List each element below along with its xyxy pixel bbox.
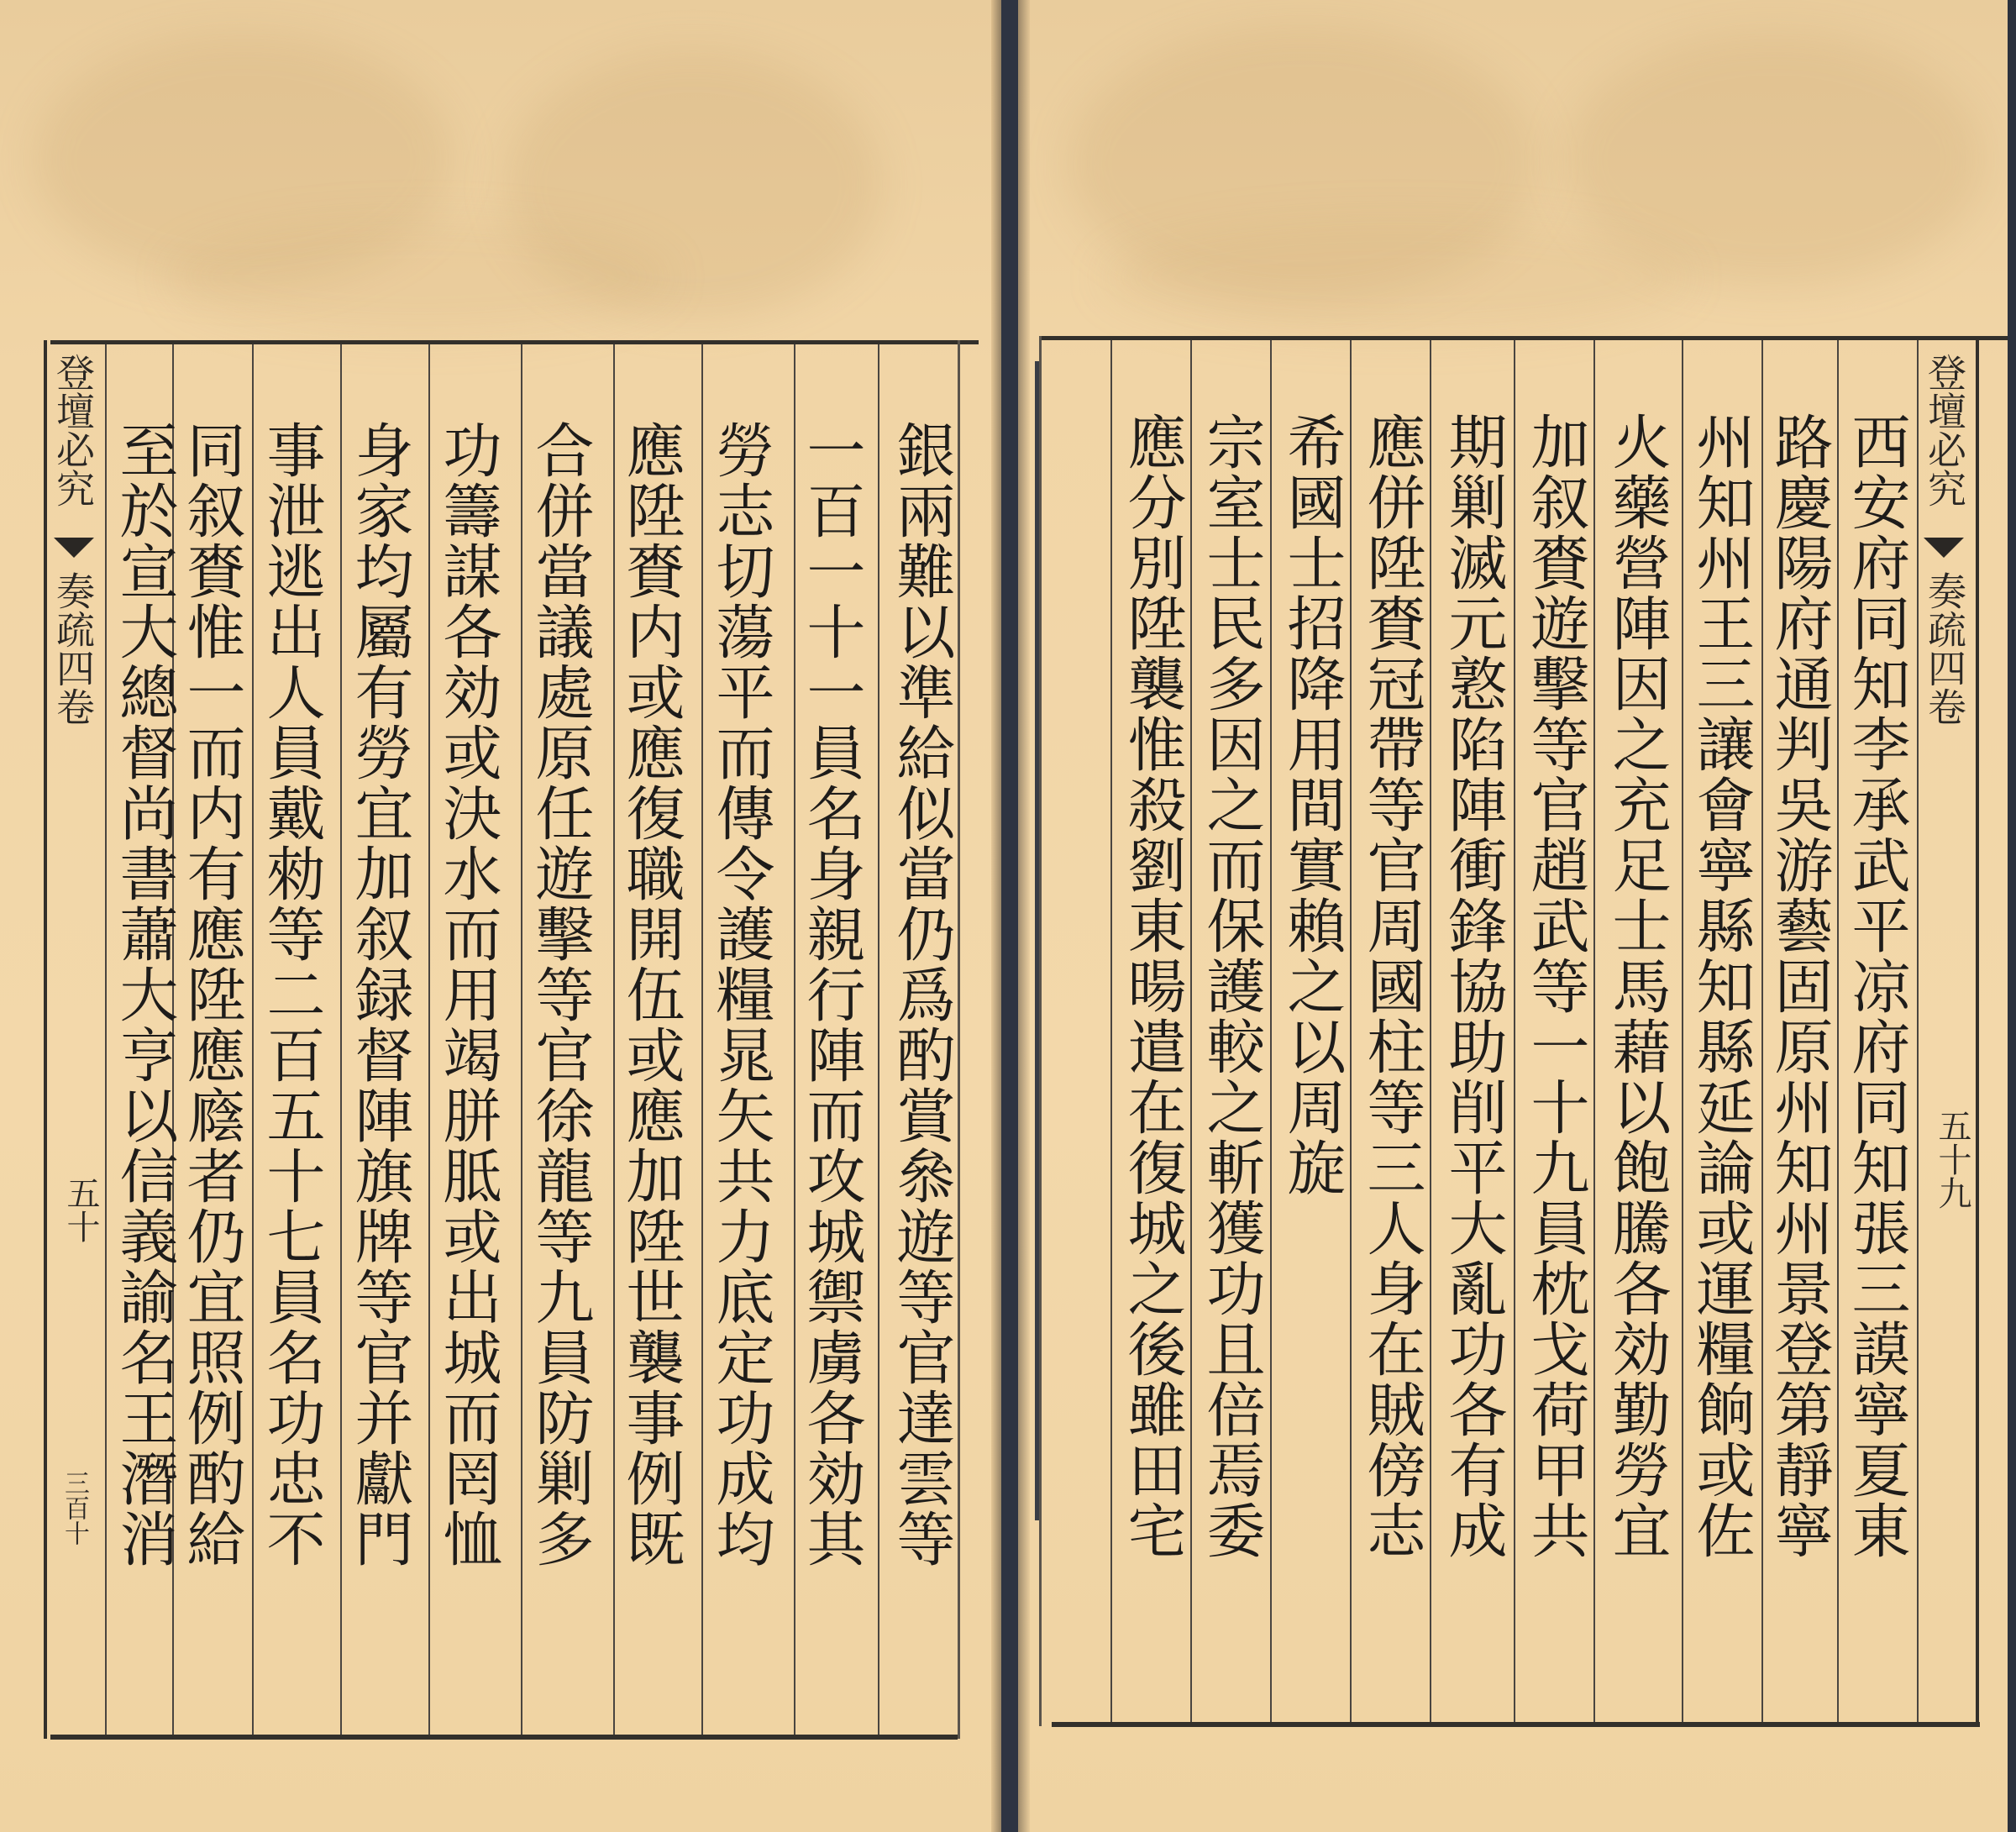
left-column-6: 功籌謀各効或決水而用竭胼胝或出城而罔恤 xyxy=(433,420,502,1569)
left-gutter-shadow xyxy=(991,0,1001,1832)
right-outer-border xyxy=(1976,336,1979,1726)
fish-tail-mark xyxy=(1924,538,1964,558)
left-column-7: 身家均屬有勞宜加叙録督陣旗牌等官并獻門 xyxy=(345,420,414,1569)
right-column-7: 應併陞賚冠帶等官周國柱等三人身在賊傍志 xyxy=(1357,412,1426,1561)
left-column-2: 一百一十一員名身親行陣而攻城禦虜各効其 xyxy=(797,420,866,1569)
right-column-2: 路慶陽府通判吳游藝固原州知州景登第靜寧 xyxy=(1765,412,1834,1561)
left-bottom-border xyxy=(50,1735,958,1740)
right-column-10: 應分別陞襲惟殺劉東暘遣在復城之後雖田宅 xyxy=(1118,412,1187,1561)
background-edge xyxy=(2008,0,2016,1832)
right-folio: 五十九 xyxy=(1933,1109,1971,1210)
right-column-9: 宗室士民多因之而保護較之斬獲功且倍焉委 xyxy=(1197,412,1266,1561)
right-column-8: 希國士招降用間實賴之以周旋 xyxy=(1278,412,1347,1198)
left-top-border xyxy=(50,340,979,344)
left-column-9: 同叙賚惟一而内有應陞應廕者仍宜照例酌給 xyxy=(177,420,246,1569)
left-column-1: 銀兩難以準給似當仍爲酌賞叅遊等官達雲等 xyxy=(887,420,956,1569)
left-margin-number: 三百十 xyxy=(60,1470,89,1546)
bold-column-divider xyxy=(1035,361,1039,1520)
left-margin-title: 登壇必究 xyxy=(50,353,96,507)
left-column-8: 事泄逃出人員戴勑等二百五十七員名功忠不 xyxy=(257,420,326,1569)
right-margin-section: 奏疏四卷 xyxy=(1922,571,1967,726)
right-inner-border xyxy=(1039,336,1042,1726)
right-column-5: 加叙賚遊擊等官趙武等一十九員枕戈荷甲共 xyxy=(1521,412,1590,1561)
left-column-10: 至於宣大總督尚書蕭大亨以信義諭名王潛消 xyxy=(110,420,179,1569)
left-column-5: 合併當議處原任遊擊等官徐龍等九員防剿多 xyxy=(526,420,595,1569)
book-spine xyxy=(1001,0,1018,1832)
right-page xyxy=(1018,0,2016,1832)
fish-tail-mark xyxy=(54,538,94,558)
left-column-3: 勞志切蕩平而傳令護糧晁矢共力底定功成均 xyxy=(706,420,775,1569)
right-bottom-border xyxy=(1052,1722,1980,1727)
right-gutter-shadow xyxy=(1018,0,1030,1832)
left-outer-border xyxy=(44,340,47,1739)
right-column-1: 西安府同知李承武平凉府同知張三謨寧夏東 xyxy=(1842,412,1911,1561)
left-folio: 五十 xyxy=(61,1176,100,1243)
right-column-3: 州知州王三讓會寧縣知縣延論或運糧餉或佐 xyxy=(1687,412,1756,1561)
right-top-border xyxy=(1039,336,2009,340)
left-page xyxy=(0,0,1001,1832)
left-inner-border xyxy=(958,340,960,1739)
left-margin-section: 奏疏四卷 xyxy=(50,571,96,726)
right-column-6: 期剿滅元憝陷陣衝鋒協助削平大亂功各有成 xyxy=(1439,412,1508,1561)
right-column-4: 火藥營陣因之充足士馬藉以飽騰各効勤勞宜 xyxy=(1603,412,1672,1561)
left-column-4: 應陞賚内或應復職開伍或應加陞世襲事例既 xyxy=(617,420,685,1569)
right-margin-title: 登壇必究 xyxy=(1922,353,1967,507)
